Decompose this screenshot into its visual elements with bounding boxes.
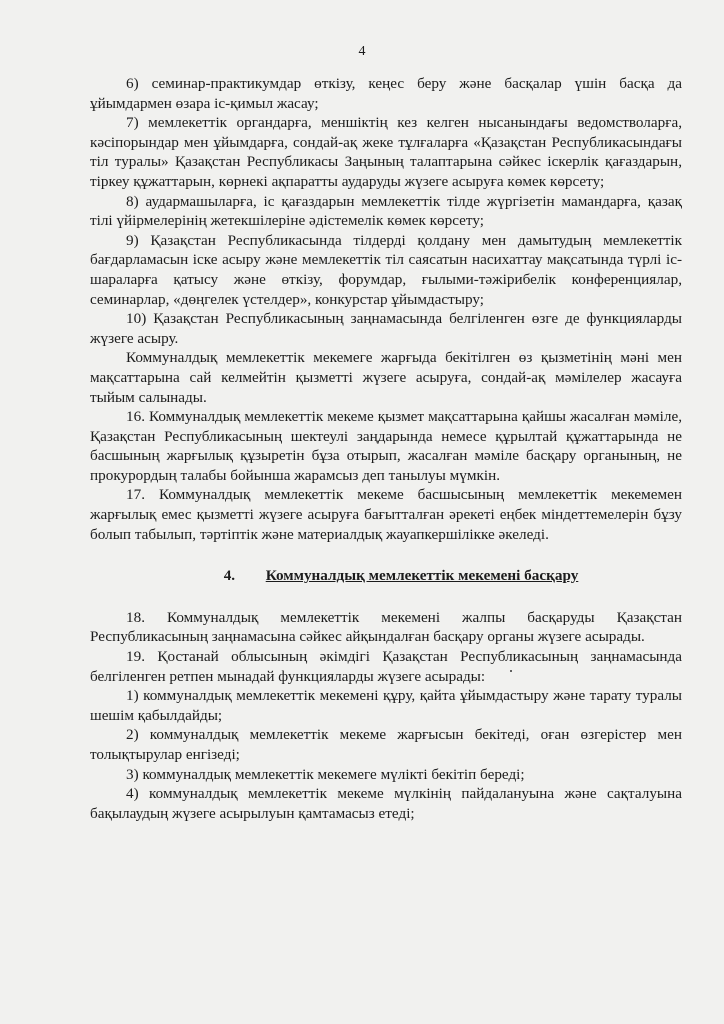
paragraph-item-7: 7) мемлекеттік органдарға, меншіктің кез келген нысанындағы ведомстволарға, кәсіпорындар мен ұйымдарға, сондай-ақ жеке тұлғаларға «Қазақстан Республикасындағы тіл туралы» Қазақстан Республикасы Заңының талаптарына сәйкес іскерлік қағаздарын, тіркеу құжаттарын, көрнекі ақпаратты аударуды жүзеге асыруға көмек көрсету; bbox=[90, 114, 682, 190]
page-number: 4 bbox=[358, 44, 366, 59]
paragraph-prohibition: Коммуналдық мемлекеттік мекемеге жарғыда бекітілген өз қызметінің мәні мен мақсаттарына сай келмейтін қызметті жүзеге асыруға, сондай-ақ мәмілелер жасауға тыйым салынады. bbox=[90, 349, 682, 406]
section-number: 4. bbox=[223, 567, 236, 585]
paragraph-item-10: 10) Қазақстан Республикасының заңнамасында белгіленген өзге де функцияларды жүзеге асыру. bbox=[90, 310, 682, 347]
document-body bbox=[90, 74, 682, 823]
paragraph-item-9: 9) Қазақстан Республикасында тілдерді қолдану мен дамытудың мемлекеттік бағдарламасын іске асыру және мемлекеттік тіл саясатын насихаттау мақсатында түрлі іс-шараларға қатысу және өткізу, форумдар, ғылыми-тәжірибелік конференциялар, семинарлар, «дөңгелек үстелдер», конкурстар ұйымдастыру; bbox=[90, 231, 682, 308]
paragraph-16: 16. Коммуналдық мемлекеттік мекеме қызмет мақсаттарына қайшы жасалған мәміле, Қазақстан Республикасының шектеулі заңдарында немесе құрылтай құжаттарында не басшының жарғылық құзыретін бұза отырып, жасалған мәміле басқару органының, не прокурордың талабы бойынша жарамсыз деп танылуы мүмкін. bbox=[90, 408, 682, 484]
paragraph-item-6: 6) семинар-практикумдар өткізу, кеңес беру және басқалар үшін басқа да ұйымдармен өзара іс-қимыл жасау; bbox=[90, 75, 682, 112]
function-item-4: 4) коммуналдық мемлекеттік мекеме мүлкінің пайдалануына және сақталуына бақылаудың жүзеге асырылуын қамтамасыз етеді; bbox=[90, 785, 682, 822]
paragraph-17: 17. Коммуналдық мемлекеттік мекеме басшысының мемлекеттік мекемемен жарғылық емес қызметті жүзеге асыруға бағытталған әрекеті еңбек міндеттемелерін бұзу болып табылып, тәртіптік және материалдық жауапкершілікке әкеледі. bbox=[90, 486, 682, 543]
paragraph-item-8: 8) аудармашыларға, іс қағаздарын мемлекеттік тілде жүргізетін мамандарға, қазақ тілі үйірмелерінің жетекшілеріне әдістемелік көмек көрсету; bbox=[90, 192, 682, 230]
ink-dot bbox=[510, 670, 512, 672]
function-item-1: 1) коммуналдық мемлекеттік мекемені құру, қайта ұйымдастыру және тарату туралы шешім қабылдайды; bbox=[90, 687, 682, 724]
paragraph-18: 18. Коммуналдық мемлекеттік мекемені жалпы басқаруды Қазақстан Республикасының заңнамасына сәйкес айқындалған басқару органы жүзеге асырады. bbox=[90, 608, 682, 646]
section-heading bbox=[90, 566, 682, 586]
paragraph-19: 19. Қостанай облысының әкімдігі Қазақстан Республикасының заңнамасында белгіленген ретпен мынадай функцияларды жүзеге асырады: bbox=[90, 648, 682, 685]
function-item-2: 2) коммуналдық мемлекеттік мекеме жарғысын бекітеді, оған өзгерістер мен толықтырулар енгізеді; bbox=[90, 726, 682, 763]
section-title: Коммуналдық мемлекеттік мекемені басқару bbox=[265, 567, 579, 585]
function-item-3: 3) коммуналдық мемлекеттік мекемеге мүлікті бекітіп береді; bbox=[126, 765, 525, 783]
